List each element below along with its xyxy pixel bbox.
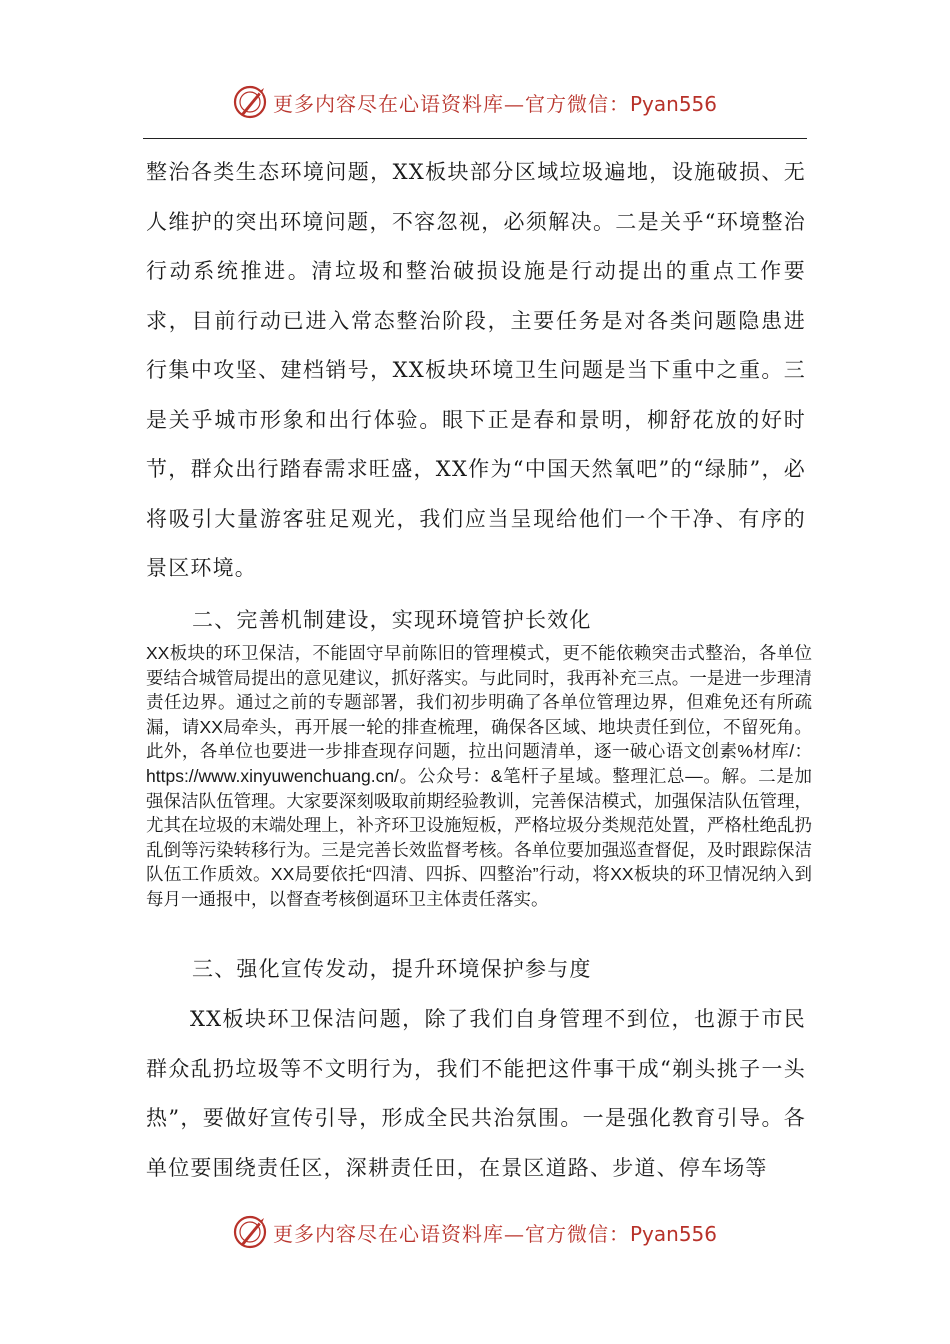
section-heading-3: 三、强化宣传发动，提升环境保护参与度 xyxy=(192,957,592,981)
wechat-account: Pyan556 xyxy=(629,91,717,116)
banner-text xyxy=(273,1218,717,1247)
body-paragraph-1: 整治各类生态环境问题，XX板块部分区域垃圾遍地，设施破损、无人维护的突出环境问题，不容忽视，必须解决。二是关乎“环境整治行动系统推进。清垃圾和整治破损设施是行动提出的重点工作要求，目前行动已进入常态整治阶段，主要任务是对各类问题隐患进行集中攻坚、建档销号，XX板块环境卫生问题是当下重中之重。三是关乎城市形象和出行体验。眼下正是春和景明，柳舒花放的好时节，群众出行踏春需求旺盛，XX作为“中国天然氧吧”的“绿肺”，必将吸引大量游客驻足观光，我们应当呈现给他们一个干净、有序的景区环境。 xyxy=(146,160,806,580)
section-heading-2: 二、完善机制建设，实现环境管护长效化 xyxy=(192,608,592,632)
banner-main-text: 更多内容尽在心语资料库—官方微信： xyxy=(272,91,630,116)
brand-logo-icon xyxy=(233,84,269,120)
body-paragraph-2: XX板块的环卫保洁，不能固守早前陈旧的管理模式，更不能依赖突击式整治，各单位要结合城管局提出的意见建议，抓好落实。与此同时，我再补充三点。一是进一步理清责任边界。通过之前的专题部署，我们初步明确了各单位管理边界，但难免还有所疏漏，请XX局牵头，再开展一轮的排查梳理，确保各区域、地块责任到位，不留死角。此外，各单位也要进一步排查现存问题，拉出问题清单，逐一破心语文创素%材库/：https://www.xinyuwenchuang.cn/。公众号：&笔杆子星域。整理汇总—。解。二是加强保洁队伍管理。大家要深刻吸取前期经验教训，完善保洁模式，加强保洁队伍管理，尤其在垃圾的末端处理上，补齐环卫设施短板，严格垃圾分类规范处置，严格杜绝乱扔乱倒等污染转移行为。三是完善长效监督考核。各单位要加强巡查督促，及时跟踪保洁队伍工作质效。XX局要依托“四清、四拆、四整治”行动，将XX板块的环卫情况纳入到每月一通报中，以督查考核倒逼环卫主体责任落实。 xyxy=(146,643,812,909)
wechat-account: Pyan556 xyxy=(629,1221,717,1246)
body-paragraph-3: XX板块环卫保洁问题，除了我们自身管理不到位，也源于市民群众乱扔垃圾等不文明行为，我们不能把这件事干成“剃头挑子一头热”，要做好宣传引导，形成全民共治氛围。一是强化教育引导。各单位要围绕责任区，深耕责任田，在景区道路、步道、停车场等 xyxy=(146,1007,806,1180)
banner-main-text: 更多内容尽在心语资料库—官方微信： xyxy=(272,1221,630,1246)
header-banner xyxy=(0,82,950,122)
banner-text xyxy=(273,88,717,117)
brand-logo-icon xyxy=(233,1214,269,1250)
footer-banner xyxy=(0,1212,950,1252)
header-divider xyxy=(143,138,807,139)
